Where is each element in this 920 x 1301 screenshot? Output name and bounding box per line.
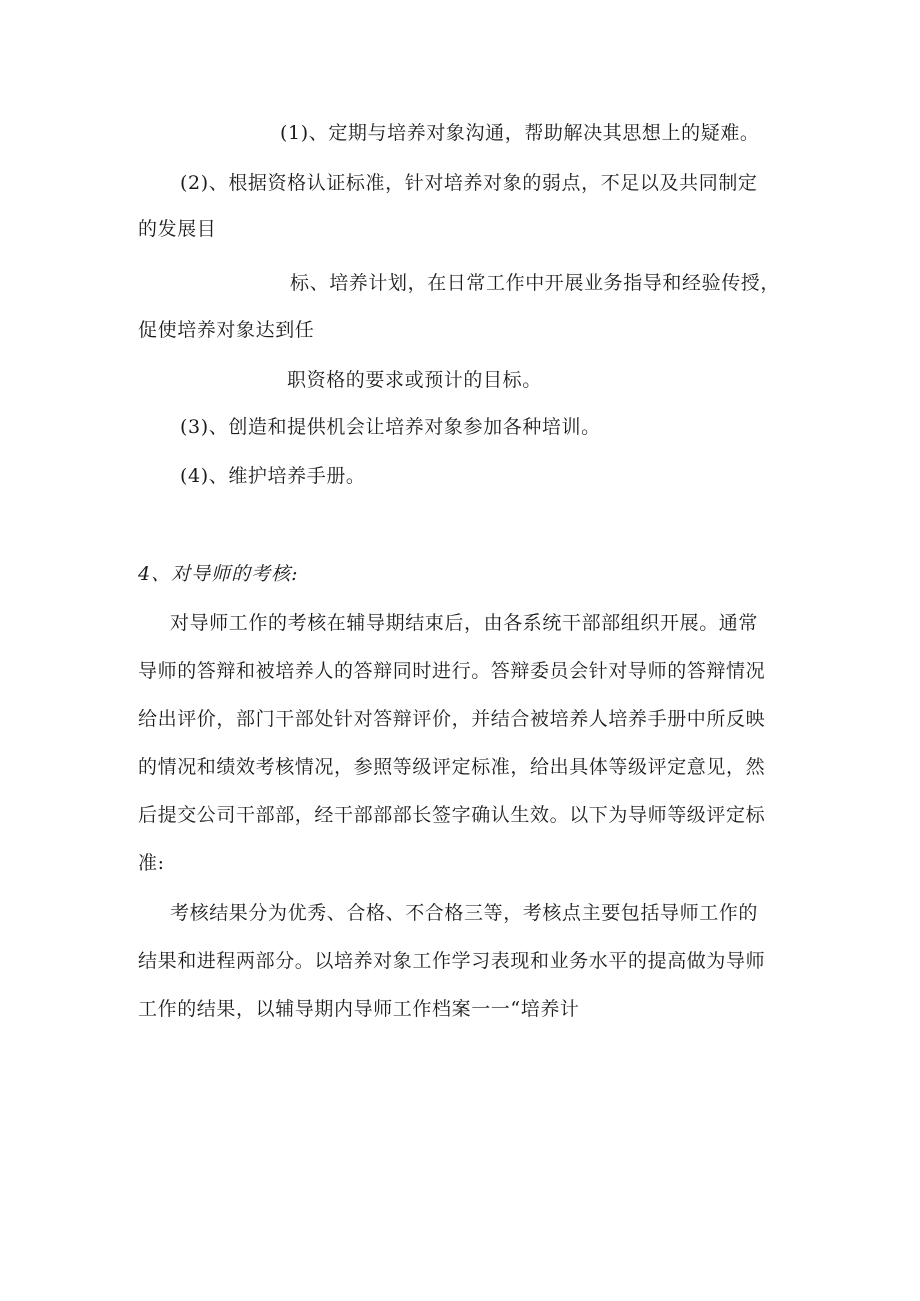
paragraph-1-line-5: 后提交公司干部部，经干部部部长签字确认生效。以下为导师等级评定标: [138, 804, 766, 826]
list-item-2-line-2: 的发展目: [138, 218, 217, 240]
paragraph-2-line-2: 结果和进程两部分。以培养对象工作学习表现和业务水平的提高做为导师: [138, 950, 766, 972]
list-item-2-line-4: 促使培养对象达到任: [138, 319, 315, 341]
paragraph-2-line-3: 工作的结果，以辅导期内导师工作档案一一“培养计: [138, 998, 580, 1020]
list-item-4: (4)、维护培养手册。: [180, 465, 366, 487]
paragraph-1-line-3: 给出评价，部门干部处针对答辩评价，并结合被培养人培养手册中所反映: [138, 708, 766, 730]
paragraph-1-line-1: 对导师工作的考核在辅导期结束后，由各系统干部部组织开展。通常: [170, 612, 759, 634]
list-item-1: (1)、定期与培养对象沟通，帮助解决其思想上的疑难。: [280, 122, 760, 144]
list-item-2-line-3: 标、培养计划，在日常工作中开展业务指导和经验传授，: [290, 272, 781, 294]
paragraph-2-line-1: 考核结果分为优秀、合格、不合格三等，考核点主要包括导师工作的: [170, 902, 759, 924]
list-item-3: (3)、创造和提供机会让培养对象参加各种培训。: [180, 416, 601, 438]
paragraph-1-line-4: 的情况和绩效考核情况，参照等级评定标准，给出具体等级评定意见，然: [138, 756, 766, 778]
section-heading: 4、对导师的考核:: [138, 563, 299, 585]
paragraph-1-line-6: 准:: [138, 852, 165, 874]
list-item-2-line-5: 职资格的要求或预计的目标。: [287, 369, 542, 391]
paragraph-1-line-2: 导师的答辩和被培养人的答辩同时进行。答辩委员会针对导师的答辩情况: [138, 660, 766, 682]
list-item-2-line-1: (2)、根据资格认证标准，针对培养对象的弱点，不足以及共同制定: [180, 172, 758, 194]
